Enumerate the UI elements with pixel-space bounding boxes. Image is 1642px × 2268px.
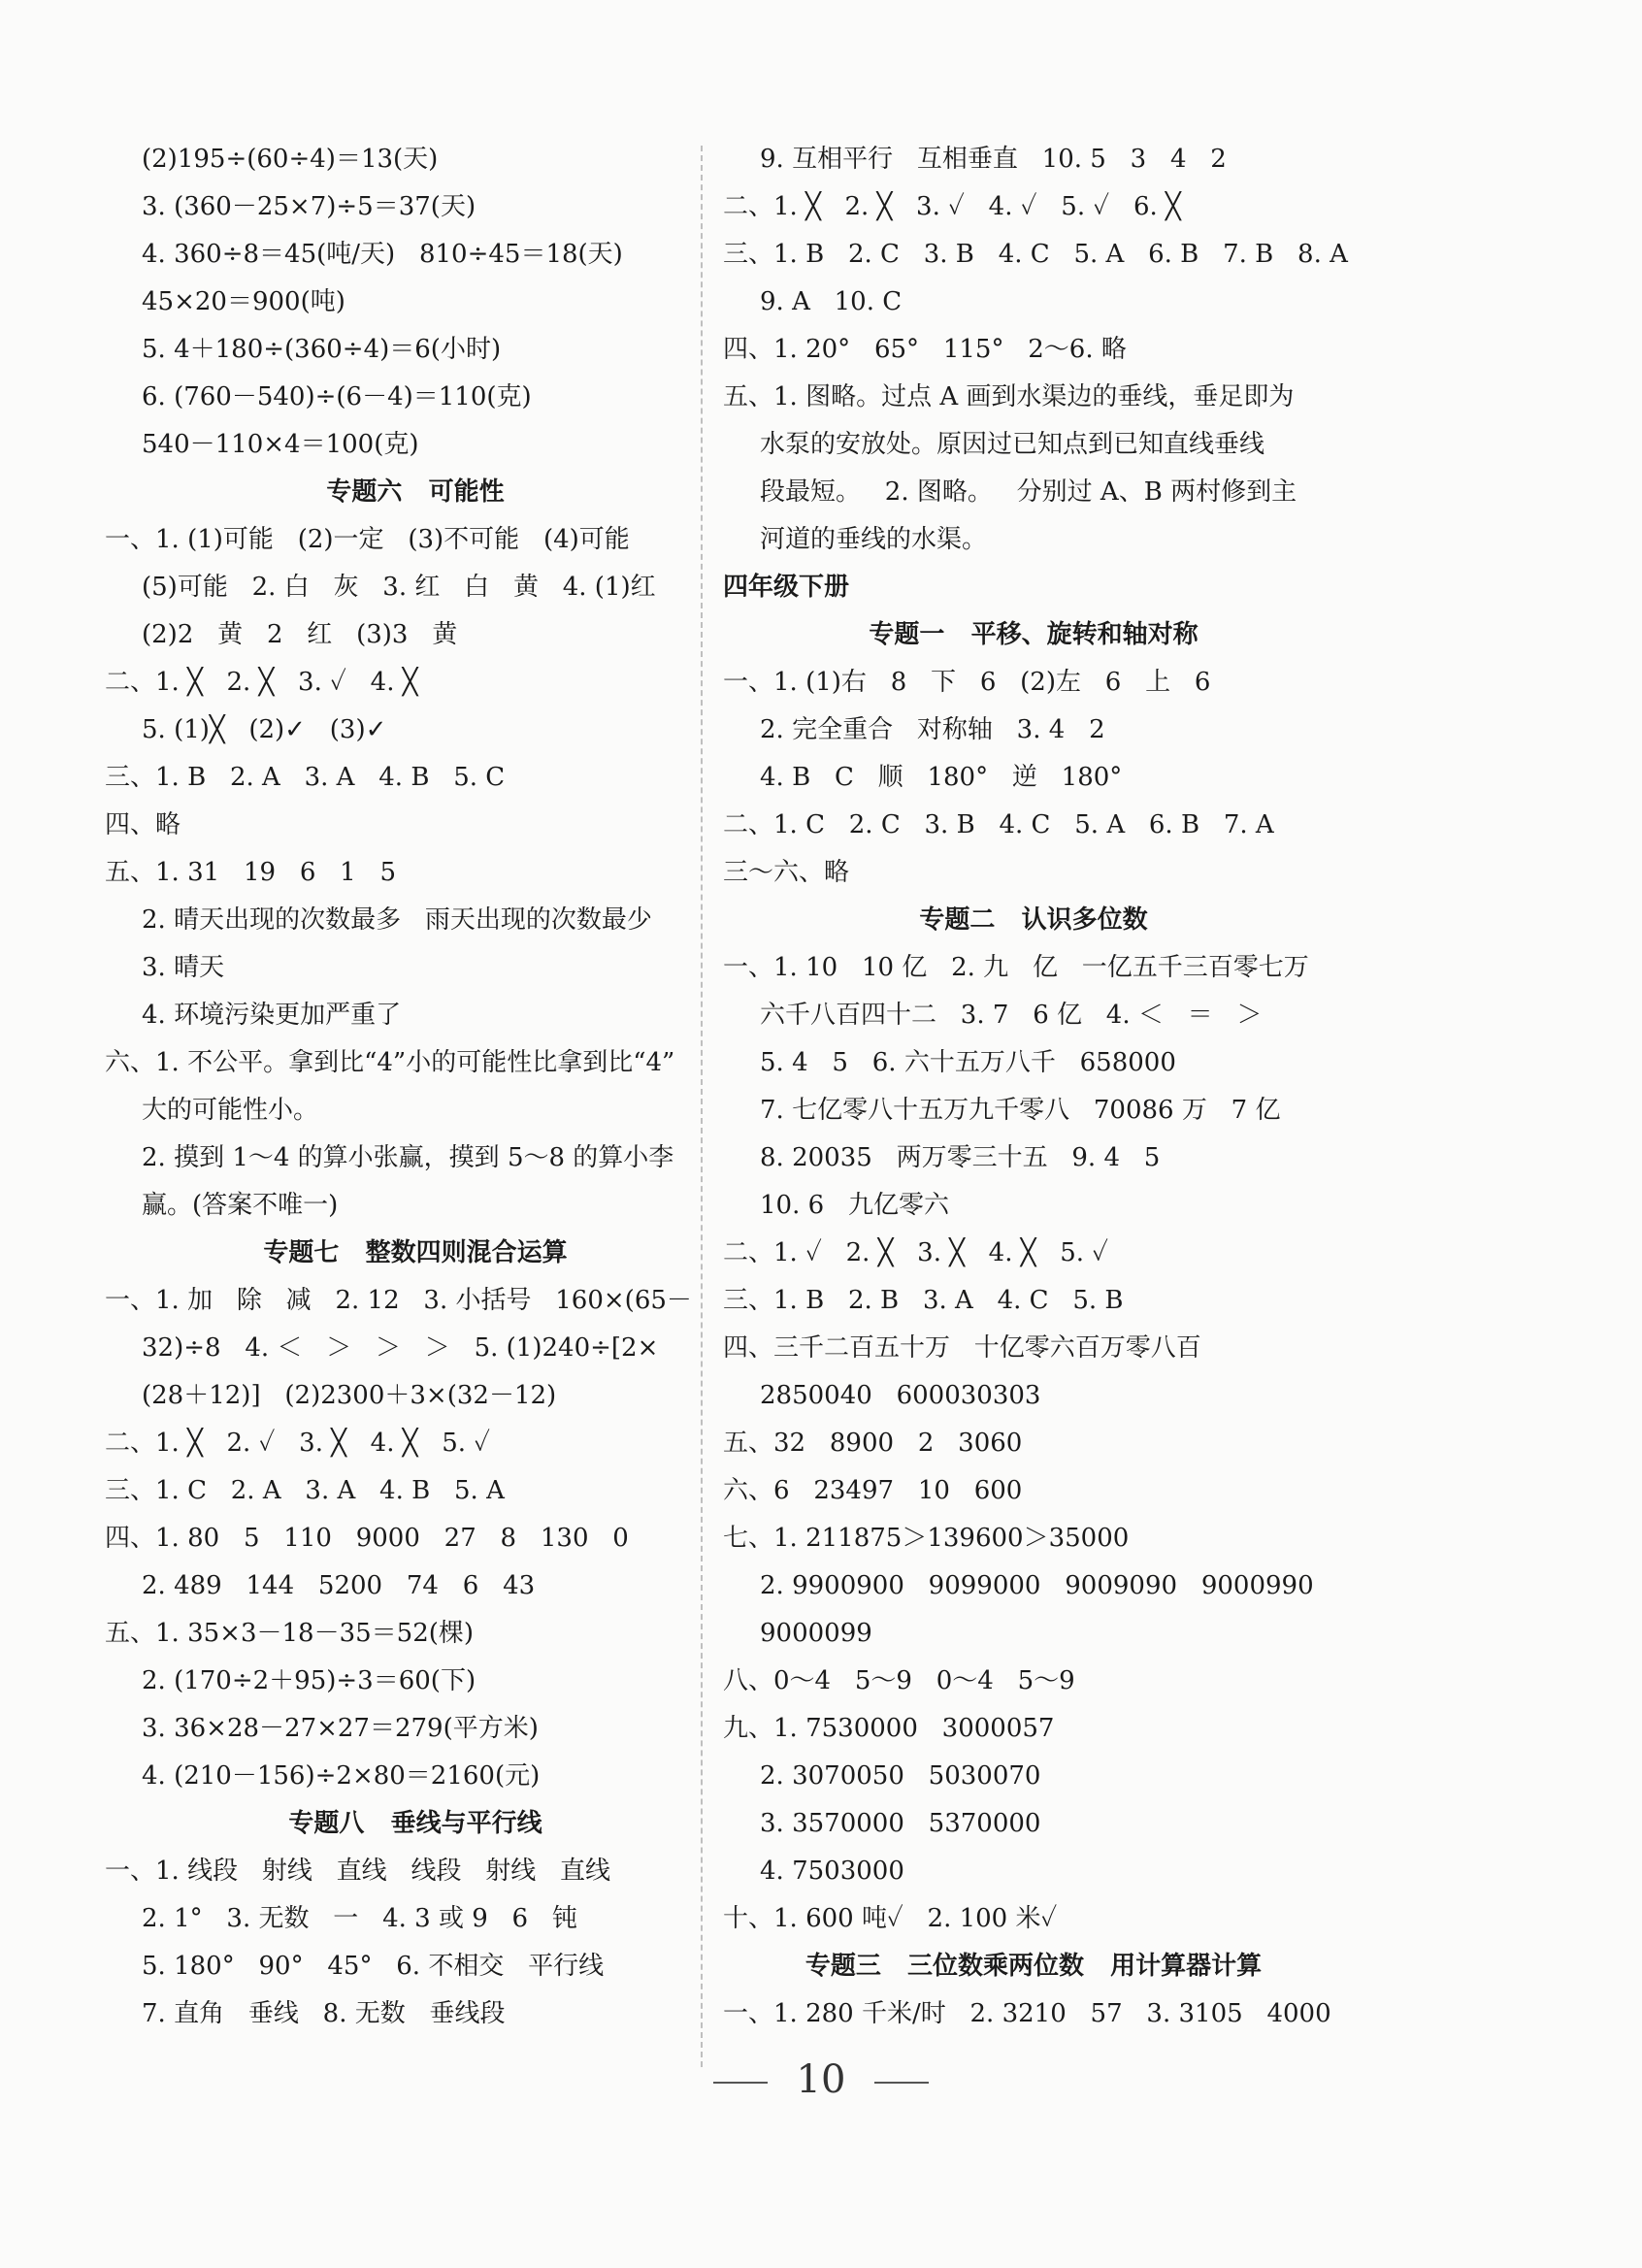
answer-line: 一、1. 10 10 亿 2. 九 亿 一亿五千三百零七万 (723, 953, 1309, 982)
topic-heading: 专题三 三位数乘两位数 用计算器计算 (805, 1952, 1263, 1981)
left-column (105, 136, 726, 2038)
answer-line: 5. 4 5 6. 六十五万八千 658000 (760, 1048, 1176, 1077)
topic-heading: 专题六 可能性 (326, 477, 505, 507)
answer-line: (2)195÷(60÷4)＝13(天) (142, 145, 439, 174)
answer-line: 4. 7503000 (760, 1857, 904, 1886)
section-heading: 四年级下册 (723, 573, 850, 602)
answer-line: 2. (170÷2＋95)÷3＝60(下) (142, 1666, 476, 1695)
answer-line: 5. (1)╳ (2)✓ (3)✓ (142, 715, 387, 744)
answer-line: 四、1. 80 5 110 9000 27 8 130 0 (105, 1524, 629, 1553)
answer-line: 十、1. 600 吨✓ 2. 100 米✓ (723, 1904, 1058, 1933)
answer-line: 六、1. 不公平。拿到比“4”小的可能性比拿到比“4” (105, 1048, 675, 1077)
answer-line: 五、1. 31 19 6 1 5 (105, 858, 397, 887)
answer-line: 二、1. ╳ 2. ╳ 3. ✓ 4. ✓ 5. ✓ 6. ╳ (723, 192, 1181, 221)
answer-line: 45×20＝900(吨) (142, 287, 345, 316)
answer-line: 大的可能性小。 (142, 1096, 319, 1125)
answer-line: 九、1. 7530000 3000057 (723, 1714, 1055, 1743)
answer-line: 7. 直角 垂线 8. 无数 垂线段 (142, 1999, 506, 2028)
topic-heading: 专题七 整数四则混合运算 (263, 1238, 568, 1267)
topic-heading: 专题一 平移、旋转和轴对称 (869, 620, 1199, 649)
footer-dash-left (713, 2082, 768, 2084)
answer-line: 6. (760－540)÷(6－4)＝110(克) (142, 382, 532, 411)
topic-heading: 专题二 认识多位数 (919, 905, 1148, 935)
answer-line: 4. 360÷8＝45(吨/天) 810÷45＝18(天) (142, 240, 623, 269)
answer-line: (2)2 黄 2 红 (3)3 黄 (142, 620, 458, 649)
answer-line: 三、1. C 2. A 3. A 4. B 5. A (105, 1476, 505, 1505)
answer-line: 2. 3070050 5030070 (760, 1761, 1041, 1791)
answer-line: 河道的垂线的水渠。 (760, 525, 988, 554)
column-divider (701, 146, 703, 2067)
answer-line: 三、1. B 2. A 3. A 4. B 5. C (105, 763, 506, 792)
answer-line: 2. 完全重合 对称轴 3. 4 2 (760, 715, 1105, 744)
answer-line: 二、1. ✓ 2. ╳ 3. ╳ 4. ╳ 5. ✓ (723, 1238, 1109, 1267)
answer-line: 一、1. 280 千米/时 2. 3210 57 3. 3105 4000 (723, 1999, 1331, 2028)
answer-line: 八、0～4 5～9 0～4 5～9 (723, 1666, 1075, 1695)
answer-line: 五、32 8900 2 3060 (723, 1429, 1023, 1458)
answer-line: 水泵的安放处。原因过已知点到已知直线垂线 (760, 430, 1265, 459)
answer-line: 四、略 (105, 810, 181, 839)
answer-line: 5. 180° 90° 45° 6. 不相交 平行线 (142, 1952, 605, 1981)
page-number: 10 (796, 2057, 846, 2102)
answer-line: 六、6 23497 10 600 (723, 1476, 1023, 1505)
answer-line: 二、1. ╳ 2. ╳ 3. ✓ 4. ╳ (105, 668, 418, 697)
answer-line: 一、1. (1)可能 (2)一定 (3)不可能 (4)可能 (105, 525, 630, 554)
answer-line: 七、1. 211875＞139600＞35000 (723, 1524, 1130, 1553)
answer-line: 4. (210－156)÷2×80＝2160(元) (142, 1761, 541, 1791)
answer-line: 3. 晴天 (142, 953, 225, 982)
answer-line: 三、1. B 2. B 3. A 4. C 5. B (723, 1286, 1124, 1315)
topic-heading: 专题八 垂线与平行线 (288, 1809, 542, 1838)
answer-line: 三、1. B 2. C 3. B 4. C 5. A 6. B 7. B 8. A (723, 240, 1348, 269)
answer-line: 9000099 (760, 1619, 872, 1648)
footer-dash-right (874, 2082, 929, 2084)
answer-line: 四、三千二百五十万 十亿零六百万零八百 (723, 1333, 1201, 1363)
answer-line: 二、1. ╳ 2. ✓ 3. ╳ 4. ╳ 5. ✓ (105, 1429, 491, 1458)
answer-line: 四、1. 20° 65° 115° 2～6. 略 (723, 335, 1127, 364)
answer-line: 32)÷8 4. ＜ ＞ ＞ ＞ 5. (1)240÷[2× (142, 1333, 659, 1363)
answer-line: 一、1. 加 除 减 2. 12 3. 小括号 160×(65－ (105, 1286, 692, 1315)
answer-line: 2. 1° 3. 无数 一 4. 3 或 9 6 钝 (142, 1904, 577, 1933)
page-footer (0, 2057, 1642, 2102)
answer-line: 2. 9900900 9099000 9009090 9000990 (760, 1571, 1314, 1600)
answer-line: 7. 七亿零八十五万九千零八 70086 万 7 亿 (760, 1096, 1281, 1125)
answer-line: (28＋12)] (2)2300＋3×(32－12) (142, 1381, 557, 1410)
answer-line: 5. 4＋180÷(360÷4)＝6(小时) (142, 335, 502, 364)
answer-line: 2. 489 144 5200 74 6 43 (142, 1571, 536, 1600)
answer-line: 8. 20035 两万零三十五 9. 4 5 (760, 1143, 1161, 1172)
answer-line: 三～六、略 (723, 858, 850, 887)
answer-line: 3. 3570000 5370000 (760, 1809, 1041, 1838)
answer-line: 2. 晴天出现的次数最多 雨天出现的次数最少 (142, 905, 652, 935)
answer-line: 4. B C 顺 180° 逆 180° (760, 763, 1123, 792)
answer-line: 2. 摸到 1～4 的算小张赢，摸到 5～8 的算小李 (142, 1143, 674, 1172)
answer-line: 10. 6 九亿零六 (760, 1191, 949, 1220)
answer-line: 3. (360－25×7)÷5＝37(天) (142, 192, 476, 221)
answer-line: 五、1. 35×3－18－35＝52(棵) (105, 1619, 475, 1648)
answer-line: 9. 互相平行 互相垂直 10. 5 3 4 2 (760, 145, 1227, 174)
answer-line: 二、1. C 2. C 3. B 4. C 5. A 6. B 7. A (723, 810, 1274, 839)
answer-line: 9. A 10. C (760, 287, 903, 316)
answer-line: 五、1. 图略。过点 A 画到水渠边的垂线，垂足即为 (723, 382, 1295, 411)
answer-line: 2850040 600030303 (760, 1381, 1041, 1410)
answer-line: 一、1. (1)右 8 下 6 (2)左 6 上 6 (723, 668, 1211, 697)
answer-line: (5)可能 2. 白 灰 3. 红 白 黄 4. (1)红 (142, 573, 656, 602)
answer-line: 赢。(答案不唯一) (142, 1191, 339, 1220)
answer-line: 3. 36×28－27×27＝279(平方米) (142, 1714, 539, 1743)
answer-line: 4. 环境污染更加严重了 (142, 1001, 402, 1030)
answer-line: 540－110×4＝100(克) (142, 430, 419, 459)
answer-line: 一、1. 线段 射线 直线 线段 射线 直线 (105, 1857, 611, 1886)
answer-line: 六千八百四十二 3. 7 6 亿 4. ＜ ＝ ＞ (760, 1001, 1263, 1030)
right-column (723, 136, 1348, 2038)
answer-line: 段最短。 2. 图略。 分别过 A、B 两村修到主 (760, 477, 1297, 507)
